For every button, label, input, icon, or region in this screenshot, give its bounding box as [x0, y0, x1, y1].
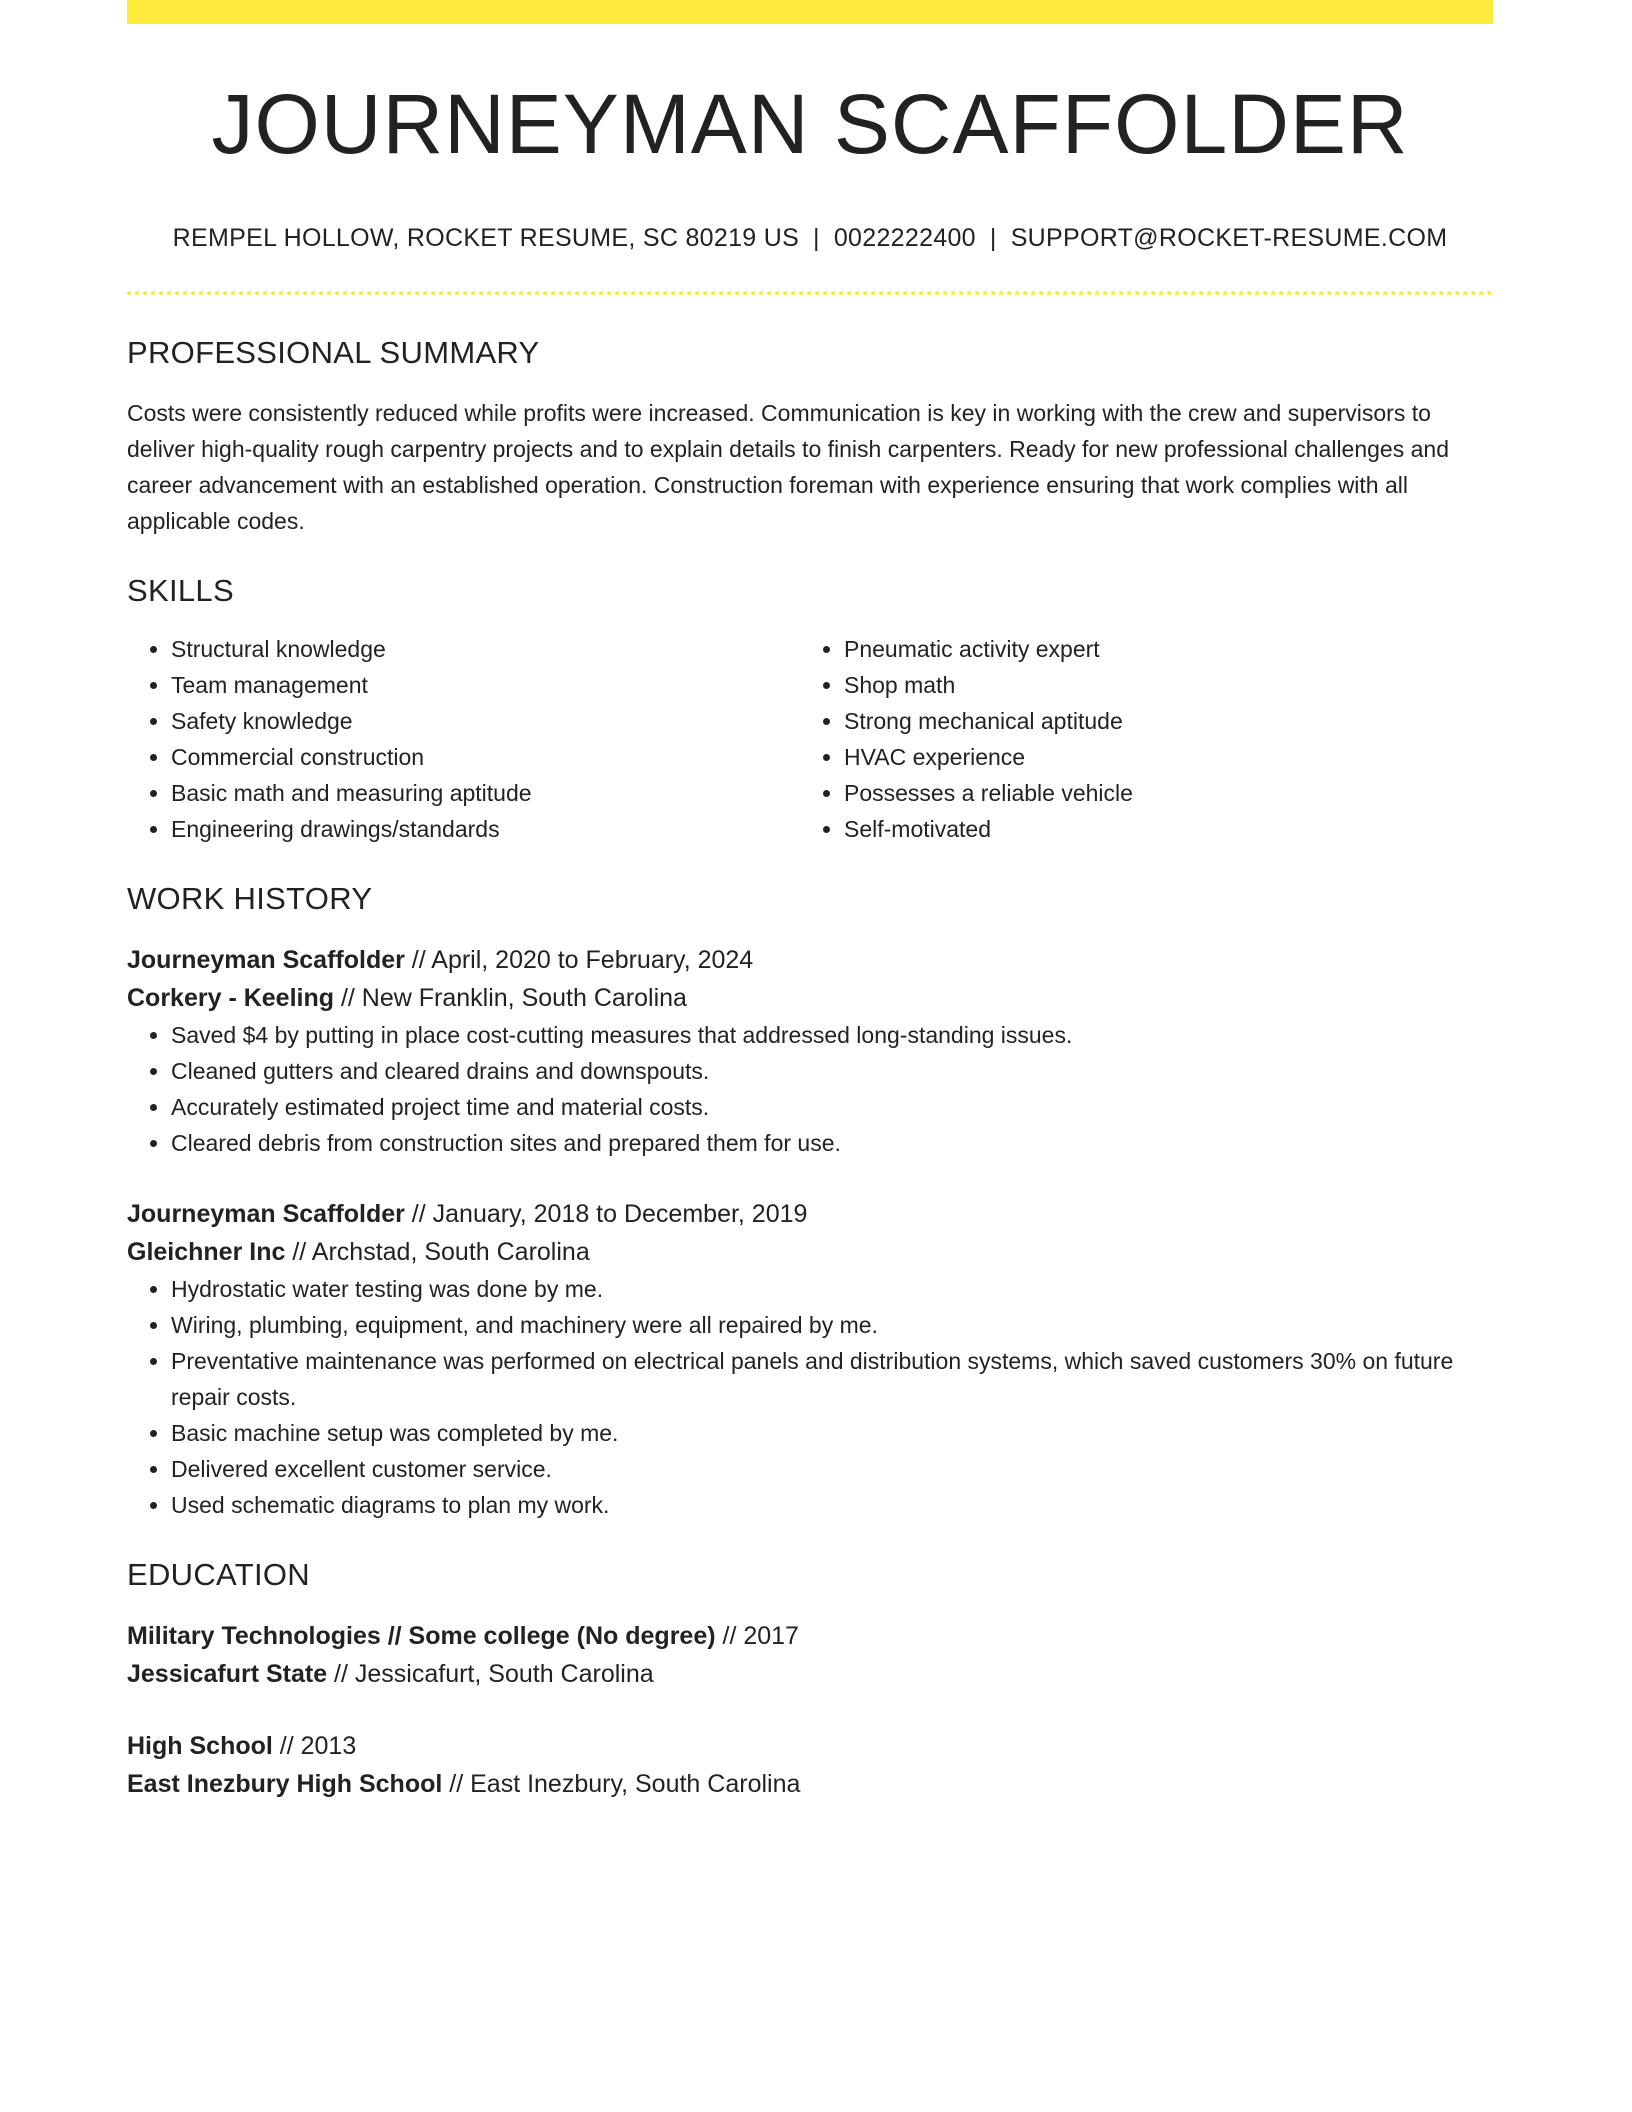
- job-role: Journeyman Scaffolder: [127, 946, 405, 974]
- skill-item: • Safety knowledge: [171, 703, 800, 739]
- contact-email: SUPPORT@ROCKET-RESUME.COM: [1010, 224, 1448, 252]
- job-duty: • Saved $4 by putting in place cost-cutting measures that addressed long-standing issues.: [171, 1017, 1493, 1053]
- job-dates: // April, 2020 to February, 2024: [404, 946, 754, 974]
- job-duty: • Wiring, plumbing, equipment, and machinery were all repaired by me.: [171, 1307, 1493, 1343]
- job-role: Journeyman Scaffolder: [127, 1200, 405, 1228]
- job-company-line: [127, 1233, 1493, 1271]
- job-duty: • Used schematic diagrams to plan my work.: [171, 1487, 1493, 1523]
- skill-item: • Structural knowledge: [171, 631, 800, 667]
- job-duty: • Accurately estimated project time and material costs.: [171, 1089, 1493, 1125]
- skills-left-list: [127, 631, 800, 847]
- education-year: // 2017: [715, 1622, 799, 1650]
- skill-item: • Pneumatic activity expert: [844, 631, 1473, 667]
- education-school: Jessicafurt State: [127, 1660, 328, 1688]
- job-company: Corkery - Keeling: [127, 984, 335, 1012]
- resume-name: JOURNEYMAN SCAFFOLDER: [211, 77, 1409, 171]
- job-company-line: [127, 979, 1493, 1017]
- job-title-line: [127, 941, 1493, 979]
- job-company: Gleichner Inc: [127, 1238, 286, 1266]
- resume-page: [127, 0, 1493, 1803]
- education-school-line: [127, 1655, 1493, 1693]
- skill-item: • Possesses a reliable vehicle: [844, 775, 1473, 811]
- education-year: // 2013: [272, 1732, 357, 1760]
- job-dates: // January, 2018 to December, 2019: [404, 1200, 808, 1228]
- job-duty: • Delivered excellent customer service.: [171, 1451, 1493, 1487]
- education-school-line: [127, 1765, 1493, 1803]
- contact-phone: 0022222400: [833, 224, 976, 252]
- job-duty: • Cleaned gutters and cleared drains and downspouts.: [171, 1053, 1493, 1089]
- job-duty: • Cleared debris from construction sites and prepared them for use.: [171, 1125, 1493, 1161]
- job-duty: • Preventative maintenance was performed on electrical panels and distribution systems, which saved customers 30% on future repair costs.: [171, 1343, 1493, 1415]
- education-location: // Jessicafurt, South Carolina: [327, 1660, 654, 1688]
- work-history-heading: WORK HISTORY: [127, 881, 373, 916]
- education-heading: EDUCATION: [127, 1557, 310, 1592]
- contact-line: [127, 224, 1493, 253]
- job-location: // Archstad, South Carolina: [285, 1238, 590, 1266]
- skills-columns: [127, 631, 1493, 847]
- skills-heading: SKILLS: [127, 573, 234, 608]
- skills-right-list: [800, 631, 1473, 847]
- education-degree: High School: [127, 1732, 273, 1760]
- contact-separator: |: [989, 224, 997, 252]
- dotted-divider: [127, 291, 1493, 295]
- skill-item: • Team management: [171, 667, 800, 703]
- skill-item: • Engineering drawings/standards: [171, 811, 800, 847]
- education-location: // East Inezbury, South Carolina: [442, 1770, 801, 1798]
- education-degree-line: [127, 1617, 1493, 1655]
- skill-item: • Shop math: [844, 667, 1473, 703]
- job-title-line: [127, 1195, 1493, 1233]
- skill-item: • Basic math and measuring aptitude: [171, 775, 800, 811]
- skill-item: • Self-motivated: [844, 811, 1473, 847]
- job-location: // New Franklin, South Carolina: [334, 984, 687, 1012]
- job-duty: • Hydrostatic water testing was done by me.: [171, 1271, 1493, 1307]
- summary-text: Costs were consistently reduced while profits were increased. Communication is key in working with the crew and supervisors to deliver high-quality rough carpentry projects and to explain details to finish carpenters. Ready for new professional challenges and career advancement with an established operation. Construction foreman with experience ensuring that work complies with all applicable codes.: [127, 400, 1449, 534]
- education-degree-line: [127, 1727, 1493, 1765]
- job-duties-list: [127, 1271, 1493, 1523]
- contact-separator: |: [813, 224, 820, 252]
- education-school: East Inezbury High School: [127, 1770, 443, 1798]
- summary-heading: PROFESSIONAL SUMMARY: [127, 335, 540, 370]
- job-duty: • Basic machine setup was completed by me.: [171, 1415, 1493, 1451]
- skill-item: • Commercial construction: [171, 739, 800, 775]
- contact-address: REMPEL HOLLOW, ROCKET RESUME, SC 80219 US: [172, 224, 800, 252]
- skill-item: • HVAC experience: [844, 739, 1473, 775]
- education-degree: Military Technologies // Some college (No degree): [127, 1622, 716, 1650]
- skill-item: • Strong mechanical aptitude: [844, 703, 1473, 739]
- job-duties-list: [127, 1017, 1493, 1161]
- top-accent-bar: [127, 0, 1493, 24]
